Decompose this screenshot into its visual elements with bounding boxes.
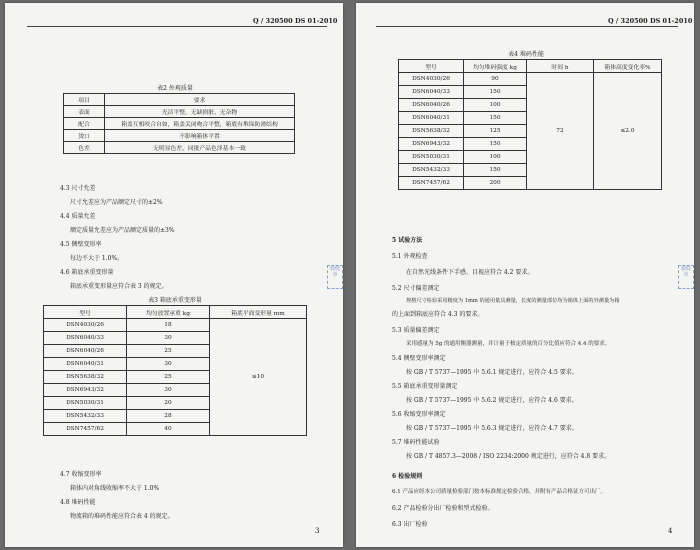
table2-caption: 表2 外观质量 — [157, 85, 193, 92]
t4-cell: DSN6040/33 — [399, 86, 464, 99]
t3-cell: 28 — [127, 410, 210, 423]
t4-time-merged: 72 — [527, 73, 594, 190]
section-6-3: 6.3 出厂检验 — [392, 521, 428, 528]
t4-cell: DSN6943/32 — [399, 138, 464, 151]
t2-cell: 无明显色差，同批产品色泽基本一致 — [105, 142, 295, 154]
table3-load-deformation — [43, 305, 307, 436]
table3-caption: 表3 箱底承重变形量 — [148, 297, 202, 304]
t4-head-rate: 箱体高度变化率% — [594, 60, 662, 73]
t2-cell: 烫口 — [64, 130, 105, 142]
section-5-2: 5.2 尺寸偏差测定 — [392, 285, 440, 292]
table4-caption: 表4 堆码性能 — [508, 51, 544, 58]
section-4-6-text: 箱底承重变形量应符合表 3 的规定。 — [70, 283, 168, 290]
t2-cell: 不影响箱体平置 — [105, 130, 295, 142]
section-5-7-text: 按 GB / T 4857.3—2008 / ISO 2234:2000 规定进行，应符合 4.8 要求。 — [406, 453, 611, 460]
section-4-3: 4.3 尺寸允差 — [60, 185, 96, 192]
t4-cell: DSN5638/32 — [399, 125, 464, 138]
t4-cell: 150 — [464, 86, 527, 99]
section-4-8: 4.8 堆码性能 — [60, 499, 96, 506]
section-5-1: 5.1 外观检查 — [392, 253, 428, 260]
section-5-3-text: 采用感量为 5g 的通用衡器测量，并计量于核定质量的百分比值应符合 4.4 的要求。 — [406, 341, 611, 347]
t2-cell: 箱盖互相咬合自如，箱盖关闭吻合平整，箱底有堆垛防滑结构 — [105, 118, 295, 130]
table4-stacking — [398, 59, 662, 190]
t4-rate-merged: ≤2.0 — [594, 73, 662, 190]
t3-cell: 18 — [127, 319, 210, 332]
section-5-6: 5.6 收缩变形率测定 — [392, 411, 446, 418]
section-5-2-text-2: 的上面到箱底应符合 4.3 的要求。 — [392, 311, 484, 318]
t3-cell: 20 — [127, 397, 210, 410]
section-5-6-text: 按 GB / T 5737—1995 中 5.6.3 规定进行，应符合 4.7 要求。 — [406, 425, 578, 432]
t3-cell: 30 — [127, 358, 210, 371]
section-4-7-text: 箱体内对角线收缩率不大于 1.0% — [70, 485, 160, 492]
section-4-8-text: 物流箱的堆码性能应符合表 4 的规定。 — [70, 513, 174, 520]
t4-cell: 200 — [464, 177, 527, 190]
seam-stamp: 骑缝章 — [327, 265, 343, 289]
section-4-7: 4.7 收缩变形率 — [60, 471, 102, 478]
t4-cell: 150 — [464, 112, 527, 125]
section-4-4-text: 额定质量允差应为产品额定质量的±3% — [70, 227, 175, 234]
t2-cell: 配合 — [64, 118, 105, 130]
t4-cell: DSN5432/33 — [399, 164, 464, 177]
t3-cell: DSN6040/33 — [44, 332, 127, 345]
t3-cell: DSN6943/32 — [44, 384, 127, 397]
t3-head-model: 型号 — [44, 306, 127, 319]
section-5-7: 5.7 堆码性能试验 — [392, 439, 440, 446]
t2-head-req: 要求 — [105, 94, 295, 106]
t3-cell: DSN5030/31 — [44, 397, 127, 410]
t4-cell: 125 — [464, 125, 527, 138]
t4-cell: 100 — [464, 99, 527, 112]
section-6: 6 检验规则 — [392, 473, 423, 480]
section-5-2-text-1: 规格尺寸检验采用精度为 1mm 的通用量具测量，长度的测量部位均为箱体上面的外测量为箱 — [406, 298, 620, 304]
table2-appearance — [63, 93, 295, 154]
section-6-1: 6.1 产品应经本公司质量检验部门按本标准规定检验合格，并附有产品合格证方可出厂。 — [392, 489, 606, 495]
t3-cell: DSN5638/32 — [44, 371, 127, 384]
section-4-4: 4.4 质量允差 — [60, 213, 96, 220]
t3-cell: 40 — [127, 423, 210, 436]
seam-stamp: 骑缝章 — [678, 265, 694, 289]
page-right — [356, 3, 694, 547]
t2-cell: 光洁平整，无缺损脏、无杂物 — [105, 106, 295, 118]
page-header: Q / 320500 DS 01-2010 — [608, 17, 693, 25]
section-5: 5 试验方法 — [392, 237, 423, 244]
t2-cell: 表面 — [64, 106, 105, 118]
page-number: 3 — [315, 527, 320, 535]
t3-cell: DSN4030/26 — [44, 319, 127, 332]
t3-cell: 25 — [127, 345, 210, 358]
t3-cell: 30 — [127, 332, 210, 345]
t2-head-item: 项目 — [64, 94, 105, 106]
section-4-3-text: 尺寸允差应为产品额定尺寸的±2% — [70, 199, 163, 206]
t3-head-deform: 箱底平面变形量 mm — [210, 306, 307, 319]
section-5-5: 5.5 箱底承重变形量测定 — [392, 383, 458, 390]
page-left — [5, 3, 343, 547]
section-5-4-text: 按 GB / T 5737—1995 中 5.6.1 规定进行，应符合 4.5 要求。 — [406, 369, 578, 376]
t4-cell: DSN6040/26 — [399, 99, 464, 112]
section-4-5: 4.5 侧壁变形率 — [60, 241, 102, 248]
t4-head-model: 型号 — [399, 60, 464, 73]
page-header: Q / 320500 DS 01-2010 — [253, 17, 338, 25]
section-5-5-text: 按 GB / T 5737—1995 中 5.6.2 规定进行，应符合 4.6 要求。 — [406, 397, 578, 404]
t4-cell: 100 — [464, 151, 527, 164]
t4-cell: DSN5030/31 — [399, 151, 464, 164]
t4-head-strength: 均匀堆码强度 kg — [464, 60, 527, 73]
t3-cell: DSN5432/33 — [44, 410, 127, 423]
section-4-6: 4.6 箱底承重变形量 — [60, 269, 114, 276]
header-rule — [27, 26, 327, 27]
t3-merged: ≤10 — [210, 319, 307, 436]
section-5-4: 5.4 侧壁变形率测定 — [392, 355, 446, 362]
t2-cell: 色差 — [64, 142, 105, 154]
section-5-1-text: 在自然光线条件下手感、目视应符合 4.2 要求。 — [406, 269, 534, 276]
t3-cell: DSN6040/26 — [44, 345, 127, 358]
t3-cell: DSN7457/62 — [44, 423, 127, 436]
t3-cell: 25 — [127, 371, 210, 384]
t4-cell: 90 — [464, 73, 527, 86]
t3-head-load: 均匀放置承重 kg — [127, 306, 210, 319]
t4-cell: DSN4030/26 — [399, 73, 464, 86]
section-5-3: 5.3 质量偏差测定 — [392, 327, 440, 334]
header-rule — [376, 26, 678, 27]
t4-cell: DSN7457/62 — [399, 177, 464, 190]
t3-cell: DSN6040/31 — [44, 358, 127, 371]
t4-cell: 150 — [464, 138, 527, 151]
page-number: 4 — [668, 527, 673, 535]
t4-cell: 150 — [464, 164, 527, 177]
t4-cell: DSN6040/31 — [399, 112, 464, 125]
t4-head-time: 时间 h — [527, 60, 594, 73]
t3-cell: 30 — [127, 384, 210, 397]
section-6-2: 6.2 产品检验分出厂检验和型式检验。 — [392, 505, 494, 512]
section-4-5-text: 每边不大于 1.0%。 — [70, 255, 124, 262]
